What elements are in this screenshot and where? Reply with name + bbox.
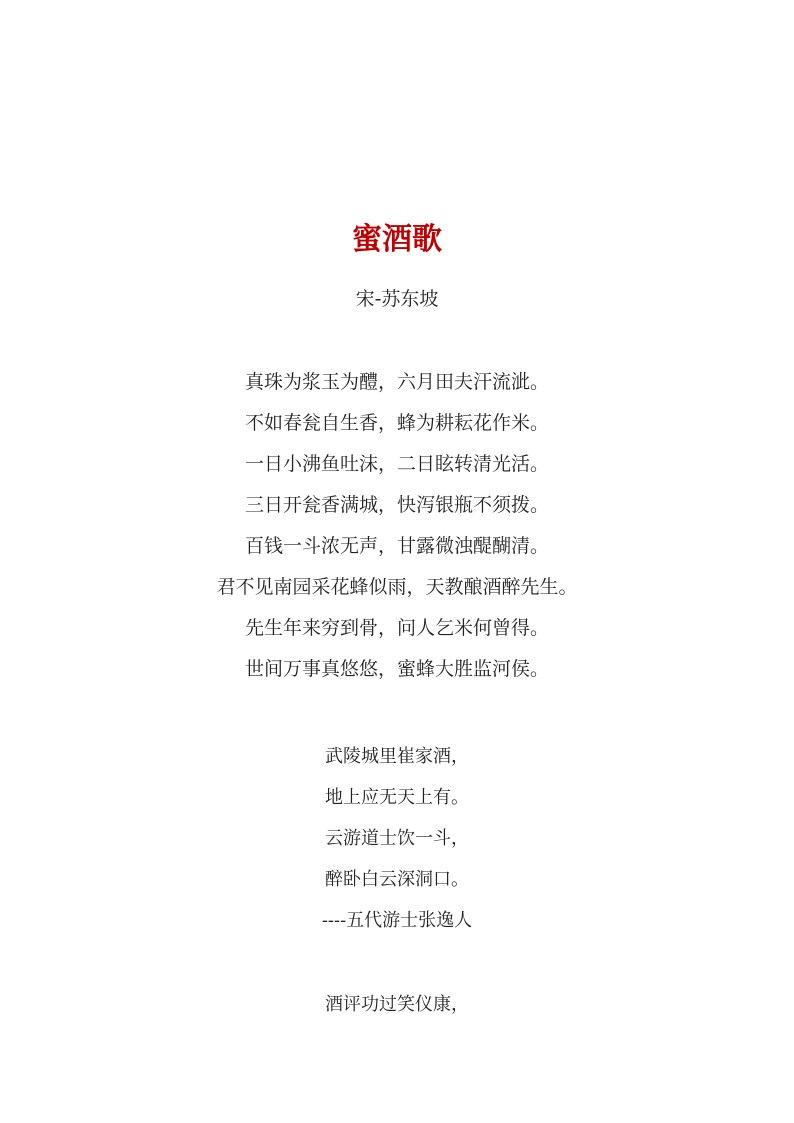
verse-line: 酒评功过笑仪康，	[325, 994, 469, 1015]
poem-line: 不如春瓮自生香，蜂为耕耘花作米。	[244, 412, 549, 434]
verse-line: 云游道士饮一斗，	[325, 828, 469, 849]
verse-line: 醉卧白云深洞口。	[325, 869, 469, 890]
poem-line: 一日小沸鱼吐沫，二日眩转清光活。	[244, 453, 549, 475]
quoted-verse	[0, 742, 794, 947]
verse-line: 武陵城里崔家酒，	[325, 746, 469, 767]
poem-line: 世间万事真悠悠，蜜蜂大胜监河侯。	[244, 658, 549, 680]
verse-attribution: ----五代游士张逸人	[321, 910, 473, 931]
poem-line: 百钱一斗浓无声，甘露微浊醍醐清。	[244, 535, 549, 557]
next-verse	[0, 990, 794, 1031]
poem-line: 真珠为浆玉为醴，六月田夫汗流泚。	[244, 371, 549, 393]
verse-line: 地上应无天上有。	[325, 787, 469, 808]
poem-line: 三日开瓮香满城，快泻银瓶不须拨。	[244, 494, 549, 516]
poem-title: 蜜酒歌	[352, 222, 442, 257]
poem-body	[0, 367, 794, 695]
poem-line: 先生年来穷到骨，问人乞米何曾得。	[244, 617, 549, 639]
poem-line: 君不见南园采花蜂似雨，天教酿酒醉先生。	[216, 576, 578, 598]
poem-author: 宋-苏东坡	[355, 288, 439, 310]
